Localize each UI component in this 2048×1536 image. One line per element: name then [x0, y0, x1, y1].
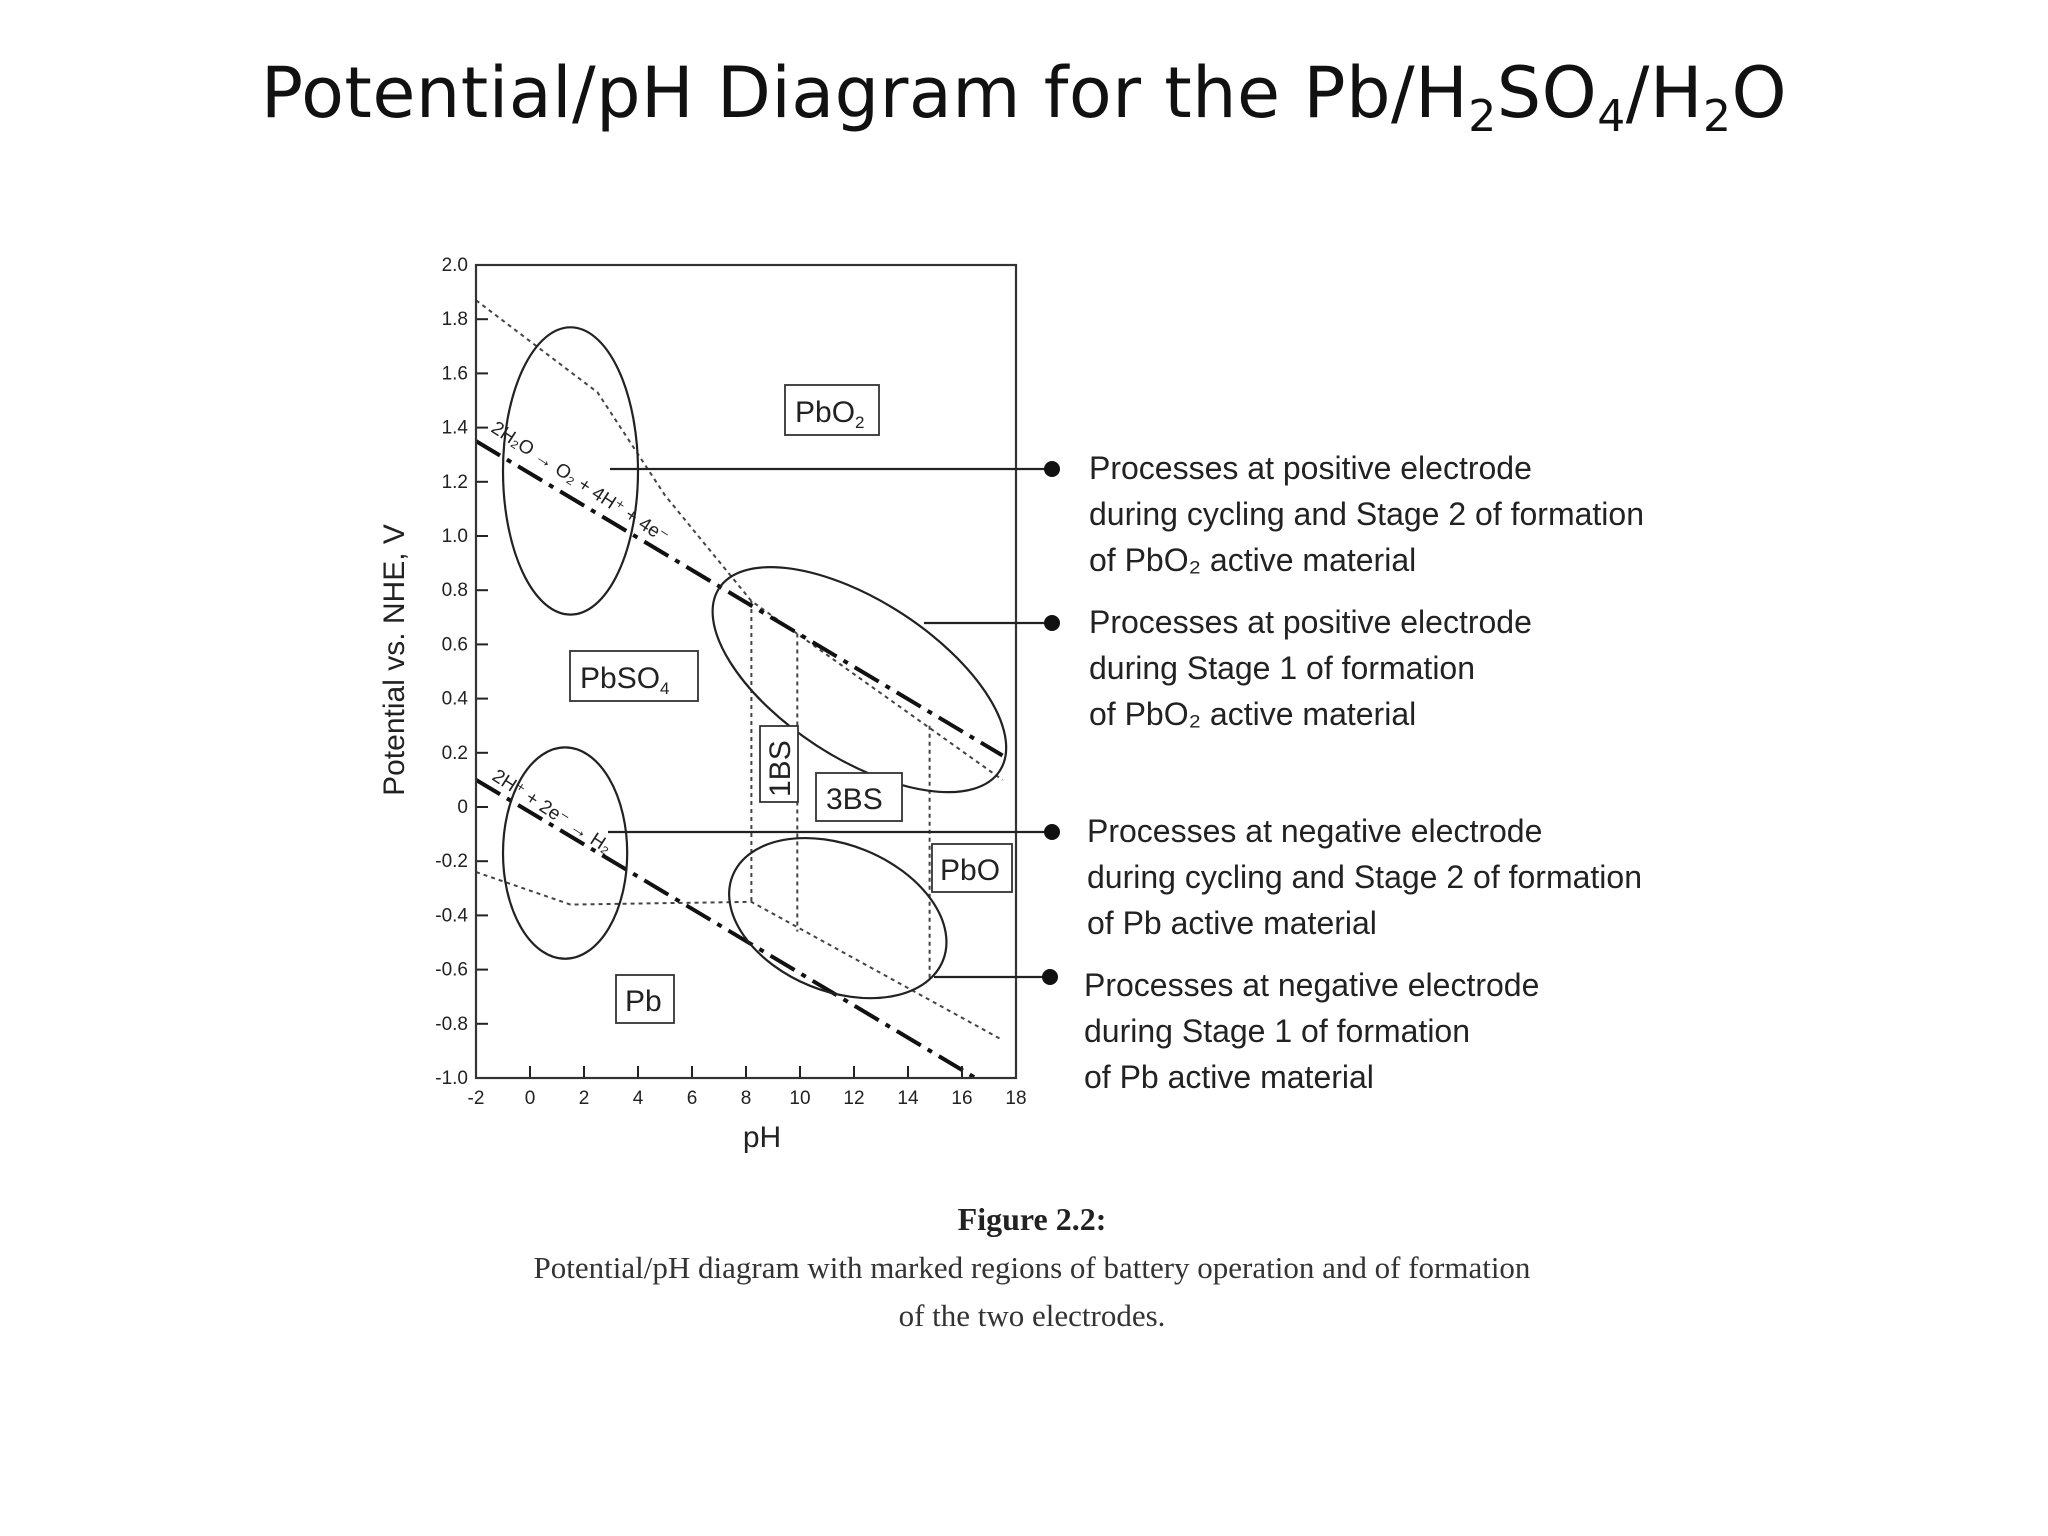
x-tick-label: -2 — [467, 1088, 485, 1109]
annotation-line: during cycling and Stage 2 of formation — [1089, 496, 1644, 532]
title-text-3: /H — [1625, 52, 1703, 134]
annotation-line: Processes at positive electrode — [1089, 604, 1532, 640]
annotation-line: Processes at negative electrode — [1084, 967, 1540, 1003]
region-pbo2-label: PbO — [795, 396, 856, 429]
annotation-line: during cycling and Stage 2 of formation — [1087, 859, 1642, 895]
y-tick-label: 1.6 — [441, 363, 468, 385]
y-axis-label: Potential vs. NHE, V — [378, 524, 411, 796]
annotation-line: of PbO₂ active material — [1089, 696, 1417, 732]
phase-boundary-pbo2-pbso4 — [476, 300, 1003, 780]
x-axis-label: pH — [742, 1121, 782, 1154]
y-tick-label: 1.2 — [441, 471, 468, 493]
y-tick-label: -0.4 — [435, 905, 468, 927]
title-text-2: SO — [1496, 52, 1598, 134]
region-pbso4 — [570, 651, 698, 701]
y-tick-label: 2.0 — [441, 255, 468, 276]
title-sub-2: 4 — [1597, 91, 1626, 142]
x-tick-label: 18 — [1005, 1088, 1027, 1109]
region-1bs-label: 1BS — [764, 740, 797, 797]
title-sub-1: 2 — [1468, 91, 1497, 142]
region-3bs — [816, 773, 902, 821]
x-tick-label: 12 — [843, 1088, 865, 1109]
region-pbso4-label: PbSO — [580, 662, 661, 695]
x-tick-label: 0 — [524, 1088, 536, 1109]
y-tick-label: -0.2 — [435, 851, 468, 873]
annotation-line: Processes at negative electrode — [1087, 813, 1543, 849]
region-pbo2 — [785, 385, 879, 435]
region-1bs — [760, 726, 798, 802]
bullet-neg-cycling — [1044, 824, 1060, 840]
region-pbo-label: PbO — [940, 854, 1001, 887]
annotation-neg-cycling — [1087, 813, 1642, 941]
annotation-line: during Stage 1 of formation — [1089, 650, 1476, 686]
title-sub-3: 2 — [1703, 91, 1732, 142]
annotation-line: of Pb active material — [1084, 1059, 1374, 1095]
y-tick-label: 1.4 — [441, 417, 468, 439]
annotation-pos-cycling — [1089, 450, 1644, 578]
annotation-pos-stage1 — [1089, 604, 1532, 732]
y-tick-label: 0.6 — [441, 634, 468, 656]
y-tick-label: 0.8 — [441, 580, 468, 602]
region-pbso4-sub: 4 — [660, 679, 670, 698]
annotation-line: of PbO₂ active material — [1089, 542, 1417, 578]
svg-text:PbSO4 — [580, 662, 670, 698]
y-tick-label: -0.6 — [435, 959, 468, 981]
axis-ticks — [435, 255, 1026, 1109]
annotation-line: Processes at positive electrode — [1089, 450, 1532, 486]
annotation-line: of Pb active material — [1087, 905, 1377, 941]
region-pb-label: Pb — [625, 985, 662, 1018]
annotation-leaders — [608, 469, 1052, 977]
caption-title: Figure 2.2: — [957, 1201, 1107, 1237]
region-pbo2-sub: 2 — [855, 413, 865, 432]
x-tick-label: 10 — [789, 1088, 811, 1109]
x-tick-label: 2 — [578, 1088, 590, 1109]
annotation-neg-stage1 — [1084, 967, 1539, 1095]
x-tick-label: 8 — [740, 1088, 752, 1109]
oxygen-reaction-label: 2H₂O → O₂ + 4H⁺ + 4e⁻ — [487, 417, 673, 548]
y-tick-label: 1.8 — [441, 309, 468, 331]
y-tick-label: 0.4 — [441, 688, 468, 710]
caption-line-2: of the two electrodes. — [898, 1298, 1166, 1333]
caption-line-1: Potential/pH diagram with marked regions of battery operation and of formation — [533, 1250, 1531, 1285]
oxygen-water-line — [476, 441, 1003, 755]
plot-lines — [476, 300, 1043, 1078]
x-tick-label: 4 — [632, 1088, 644, 1109]
y-tick-label: 0 — [457, 797, 468, 818]
x-tick-label: 6 — [686, 1088, 698, 1109]
hydrogen-reaction-label: 2H⁺ + 2e⁻ → H₂ — [488, 765, 616, 859]
y-tick-label: -1.0 — [435, 1068, 468, 1089]
y-tick-label: -0.8 — [435, 1013, 468, 1035]
region-pbo — [932, 844, 1012, 892]
hydrogen-water-line — [476, 780, 976, 1078]
x-tick-label: 14 — [897, 1088, 919, 1109]
region-pb — [616, 975, 674, 1023]
region-3bs-label: 3BS — [826, 783, 883, 816]
y-tick-label: 0.2 — [441, 742, 468, 764]
bullet-neg-stage1 — [1042, 969, 1058, 985]
x-tick-label: 16 — [951, 1088, 973, 1109]
title-text-1: Potential/pH Diagram for the Pb/H — [260, 52, 1469, 134]
title-text-4: O — [1731, 52, 1788, 134]
bullet-pos-cycling — [1044, 461, 1060, 477]
y-tick-label: 1.0 — [441, 526, 468, 547]
svg-text:PbO2 — [795, 396, 865, 432]
phase-boundary-pbso4-pb — [476, 872, 1003, 1040]
bullet-pos-stage1 — [1044, 615, 1060, 631]
annotation-line: during Stage 1 of formation — [1084, 1013, 1471, 1049]
plot-frame — [476, 265, 1016, 1078]
